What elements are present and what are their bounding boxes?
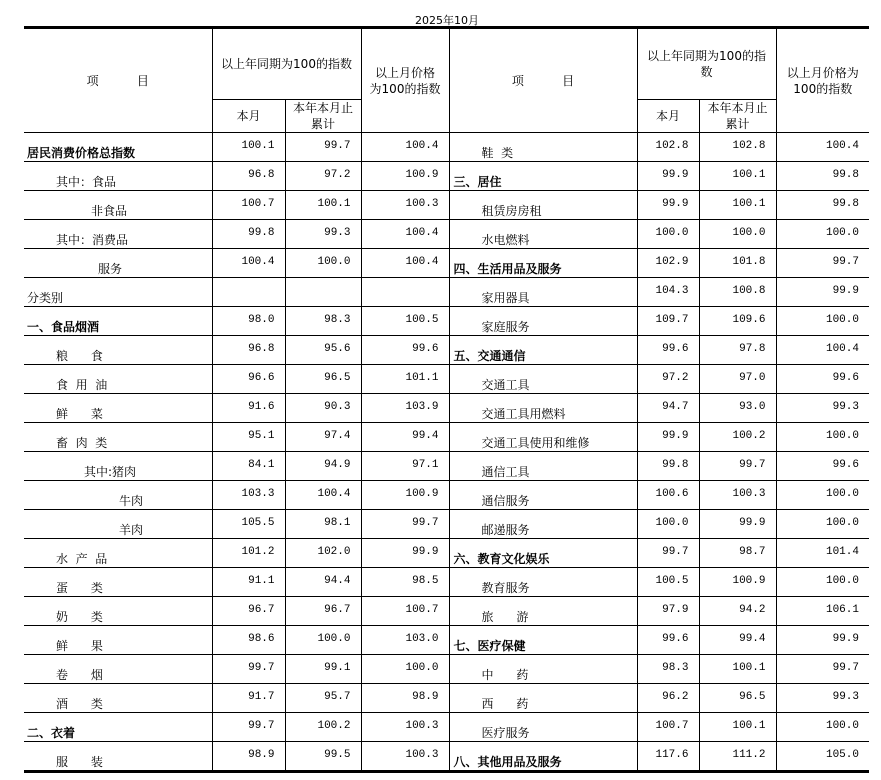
row-label: 卷 烟 (24, 655, 212, 684)
row-label: 食 用 油 (24, 365, 212, 394)
value-ytd: 97.4 (285, 423, 361, 452)
value-ytd: 96.5 (699, 684, 776, 713)
row-label: 五、交通通信 (449, 336, 637, 365)
row-label: 其中：消费品 (24, 220, 212, 249)
value-current-month: 99.6 (637, 626, 699, 655)
table-row (24, 191, 869, 220)
table-row (24, 568, 869, 597)
value-mom: 99.6 (776, 365, 869, 394)
value-mom: 99.9 (776, 278, 869, 307)
table-row (24, 742, 869, 772)
row-label: 二、衣着 (24, 713, 212, 742)
value-current-month: 99.6 (637, 336, 699, 365)
value-ytd: 102.8 (699, 133, 776, 162)
row-label: 水电燃料 (449, 220, 637, 249)
row-label: 粮 食 (24, 336, 212, 365)
row-label: 旅 游 (449, 597, 637, 626)
value-mom: 100.0 (776, 568, 869, 597)
row-label: 中 药 (449, 655, 637, 684)
value-mom: 100.4 (361, 220, 449, 249)
row-label: 交通工具 (449, 365, 637, 394)
value-mom: 99.3 (776, 684, 869, 713)
value-ytd: 109.6 (699, 307, 776, 336)
value-mom: 100.3 (361, 713, 449, 742)
value-ytd: 100.1 (285, 191, 361, 220)
value-mom: 99.9 (776, 626, 869, 655)
value-ytd (285, 278, 361, 307)
row-label: 服 装 (24, 742, 212, 772)
row-label: 通信工具 (449, 452, 637, 481)
value-current-month: 99.7 (212, 655, 285, 684)
value-mom: 99.4 (361, 423, 449, 452)
header-item-left: 项 目 (24, 28, 212, 133)
value-ytd: 99.1 (285, 655, 361, 684)
value-current-month: 100.5 (637, 568, 699, 597)
row-label: 其中：食品 (24, 162, 212, 191)
value-mom: 103.9 (361, 394, 449, 423)
row-label: 西 药 (449, 684, 637, 713)
value-mom: 100.5 (361, 307, 449, 336)
table-row (24, 133, 869, 162)
row-label: 六、教育文化娱乐 (449, 539, 637, 568)
value-ytd: 100.0 (285, 626, 361, 655)
value-mom: 106.1 (776, 597, 869, 626)
value-ytd: 93.0 (699, 394, 776, 423)
value-ytd: 97.2 (285, 162, 361, 191)
value-ytd: 94.2 (699, 597, 776, 626)
row-label: 服务 (24, 249, 212, 278)
value-current-month: 104.3 (637, 278, 699, 307)
row-label: 八、其他用品及服务 (449, 742, 637, 772)
value-mom: 100.3 (361, 742, 449, 772)
value-ytd: 99.7 (699, 452, 776, 481)
value-mom (361, 278, 449, 307)
value-current-month: 84.1 (212, 452, 285, 481)
value-mom: 98.5 (361, 568, 449, 597)
row-label: 蛋 类 (24, 568, 212, 597)
value-mom: 100.4 (776, 336, 869, 365)
value-mom: 100.0 (776, 510, 869, 539)
value-mom: 99.7 (776, 655, 869, 684)
table-row (24, 684, 869, 713)
value-current-month: 96.2 (637, 684, 699, 713)
row-label: 其中:猪肉 (24, 452, 212, 481)
row-label: 酒 类 (24, 684, 212, 713)
value-ytd: 100.1 (699, 713, 776, 742)
value-ytd: 96.7 (285, 597, 361, 626)
value-ytd: 95.6 (285, 336, 361, 365)
row-label: 医疗服务 (449, 713, 637, 742)
value-current-month: 101.2 (212, 539, 285, 568)
value-mom: 101.4 (776, 539, 869, 568)
header-current-month-right: 本月 (637, 100, 699, 133)
value-current-month: 105.5 (212, 510, 285, 539)
row-label: 鞋 类 (449, 133, 637, 162)
value-current-month: 98.0 (212, 307, 285, 336)
value-current-month: 91.7 (212, 684, 285, 713)
value-current-month: 100.4 (212, 249, 285, 278)
value-current-month: 94.7 (637, 394, 699, 423)
value-mom: 100.9 (361, 481, 449, 510)
value-current-month: 99.8 (212, 220, 285, 249)
row-label: 居民消费价格总指数 (24, 133, 212, 162)
value-ytd: 100.1 (699, 655, 776, 684)
value-ytd: 100.0 (699, 220, 776, 249)
value-current-month: 100.1 (212, 133, 285, 162)
value-ytd: 99.3 (285, 220, 361, 249)
value-mom: 99.7 (361, 510, 449, 539)
value-ytd: 100.8 (699, 278, 776, 307)
value-mom: 99.6 (361, 336, 449, 365)
value-mom: 101.1 (361, 365, 449, 394)
value-mom: 100.4 (361, 249, 449, 278)
value-mom: 100.4 (776, 133, 869, 162)
row-label: 租赁房房租 (449, 191, 637, 220)
value-mom: 100.0 (361, 655, 449, 684)
header-mom-left: 以上月价格为100的指数 (361, 28, 449, 133)
value-current-month: 99.7 (212, 713, 285, 742)
value-current-month: 100.0 (637, 220, 699, 249)
value-ytd: 99.4 (699, 626, 776, 655)
table-row (24, 249, 869, 278)
value-ytd: 99.9 (699, 510, 776, 539)
table-row (24, 162, 869, 191)
header-ytd-right: 本年本月止累计 (699, 100, 776, 133)
value-mom: 99.9 (361, 539, 449, 568)
value-current-month: 99.9 (637, 162, 699, 191)
value-ytd: 98.1 (285, 510, 361, 539)
value-current-month: 100.0 (637, 510, 699, 539)
value-current-month: 97.2 (637, 365, 699, 394)
header-mom-right: 以上月价格为100的指数 (776, 28, 869, 133)
value-ytd: 98.3 (285, 307, 361, 336)
row-label: 通信服务 (449, 481, 637, 510)
table-row (24, 278, 869, 307)
value-ytd: 99.7 (285, 133, 361, 162)
value-current-month: 96.7 (212, 597, 285, 626)
row-label: 七、医疗保健 (449, 626, 637, 655)
row-label: 邮递服务 (449, 510, 637, 539)
value-mom: 100.0 (776, 307, 869, 336)
value-mom: 99.7 (776, 249, 869, 278)
value-current-month: 102.9 (637, 249, 699, 278)
value-current-month: 100.7 (212, 191, 285, 220)
table-body (24, 133, 869, 772)
value-mom: 105.0 (776, 742, 869, 772)
header-item-right: 项 目 (449, 28, 637, 133)
value-current-month: 98.3 (637, 655, 699, 684)
value-current-month: 99.7 (637, 539, 699, 568)
report-period: 2025年10月 (415, 14, 479, 27)
value-mom: 99.8 (776, 191, 869, 220)
row-label: 一、食品烟酒 (24, 307, 212, 336)
value-ytd: 97.0 (699, 365, 776, 394)
value-current-month: 100.6 (637, 481, 699, 510)
value-ytd: 100.2 (285, 713, 361, 742)
value-current-month: 99.9 (637, 191, 699, 220)
value-mom: 100.4 (361, 133, 449, 162)
value-mom: 100.0 (776, 220, 869, 249)
value-mom: 98.9 (361, 684, 449, 713)
table-row (24, 336, 869, 365)
row-label: 四、生活用品及服务 (449, 249, 637, 278)
row-label: 三、居住 (449, 162, 637, 191)
value-mom: 100.7 (361, 597, 449, 626)
table-row (24, 626, 869, 655)
value-ytd: 94.9 (285, 452, 361, 481)
row-label: 奶 类 (24, 597, 212, 626)
table-row (24, 539, 869, 568)
value-mom: 99.8 (776, 162, 869, 191)
value-ytd: 96.5 (285, 365, 361, 394)
value-mom: 100.0 (776, 713, 869, 742)
row-label: 交通工具用燃料 (449, 394, 637, 423)
value-current-month: 95.1 (212, 423, 285, 452)
table-row (24, 423, 869, 452)
value-ytd: 100.9 (699, 568, 776, 597)
value-ytd: 94.4 (285, 568, 361, 597)
table-row (24, 452, 869, 481)
value-mom: 100.0 (776, 481, 869, 510)
table-row (24, 510, 869, 539)
table-row (24, 220, 869, 249)
value-mom: 100.9 (361, 162, 449, 191)
cpi-table (24, 26, 869, 773)
value-current-month: 96.6 (212, 365, 285, 394)
value-ytd: 100.1 (699, 191, 776, 220)
value-mom: 103.0 (361, 626, 449, 655)
value-current-month: 91.6 (212, 394, 285, 423)
value-current-month (212, 278, 285, 307)
value-mom: 100.3 (361, 191, 449, 220)
value-ytd: 100.1 (699, 162, 776, 191)
value-current-month: 98.6 (212, 626, 285, 655)
header-yoy-left: 以上年同期为100的指数 (212, 28, 361, 100)
header-ytd-left: 本年本月止累计 (285, 100, 361, 133)
value-ytd: 100.0 (285, 249, 361, 278)
row-label: 鲜 果 (24, 626, 212, 655)
value-current-month: 117.6 (637, 742, 699, 772)
header-current-month-left: 本月 (212, 100, 285, 133)
row-label: 非食品 (24, 191, 212, 220)
row-label: 水 产 品 (24, 539, 212, 568)
value-mom: 99.3 (776, 394, 869, 423)
table-row (24, 655, 869, 684)
row-label: 家庭服务 (449, 307, 637, 336)
table-row (24, 713, 869, 742)
row-label: 鲜 菜 (24, 394, 212, 423)
value-current-month: 102.8 (637, 133, 699, 162)
row-label: 家用器具 (449, 278, 637, 307)
value-current-month: 98.9 (212, 742, 285, 772)
value-current-month: 97.9 (637, 597, 699, 626)
value-current-month: 91.1 (212, 568, 285, 597)
table-row (24, 365, 869, 394)
value-mom: 100.0 (776, 423, 869, 452)
row-label: 分类别 (24, 278, 212, 307)
value-ytd: 100.4 (285, 481, 361, 510)
value-ytd: 95.7 (285, 684, 361, 713)
value-ytd: 102.0 (285, 539, 361, 568)
table-row (24, 481, 869, 510)
value-ytd: 100.2 (699, 423, 776, 452)
value-ytd: 98.7 (699, 539, 776, 568)
value-current-month: 103.3 (212, 481, 285, 510)
value-ytd: 90.3 (285, 394, 361, 423)
value-ytd: 99.5 (285, 742, 361, 772)
row-label: 牛肉 (24, 481, 212, 510)
value-current-month: 99.8 (637, 452, 699, 481)
header-yoy-right: 以上年同期为100的指数 (637, 28, 776, 100)
value-mom: 99.6 (776, 452, 869, 481)
value-ytd: 111.2 (699, 742, 776, 772)
value-ytd: 100.3 (699, 481, 776, 510)
value-current-month: 109.7 (637, 307, 699, 336)
value-current-month: 99.9 (637, 423, 699, 452)
row-label: 畜 肉 类 (24, 423, 212, 452)
table-row (24, 394, 869, 423)
value-ytd: 97.8 (699, 336, 776, 365)
value-current-month: 96.8 (212, 336, 285, 365)
row-label: 羊肉 (24, 510, 212, 539)
value-mom: 97.1 (361, 452, 449, 481)
table-row (24, 307, 869, 336)
value-ytd: 101.8 (699, 249, 776, 278)
value-current-month: 96.8 (212, 162, 285, 191)
value-current-month: 100.7 (637, 713, 699, 742)
row-label: 交通工具使用和维修 (449, 423, 637, 452)
table-row (24, 597, 869, 626)
row-label: 教育服务 (449, 568, 637, 597)
